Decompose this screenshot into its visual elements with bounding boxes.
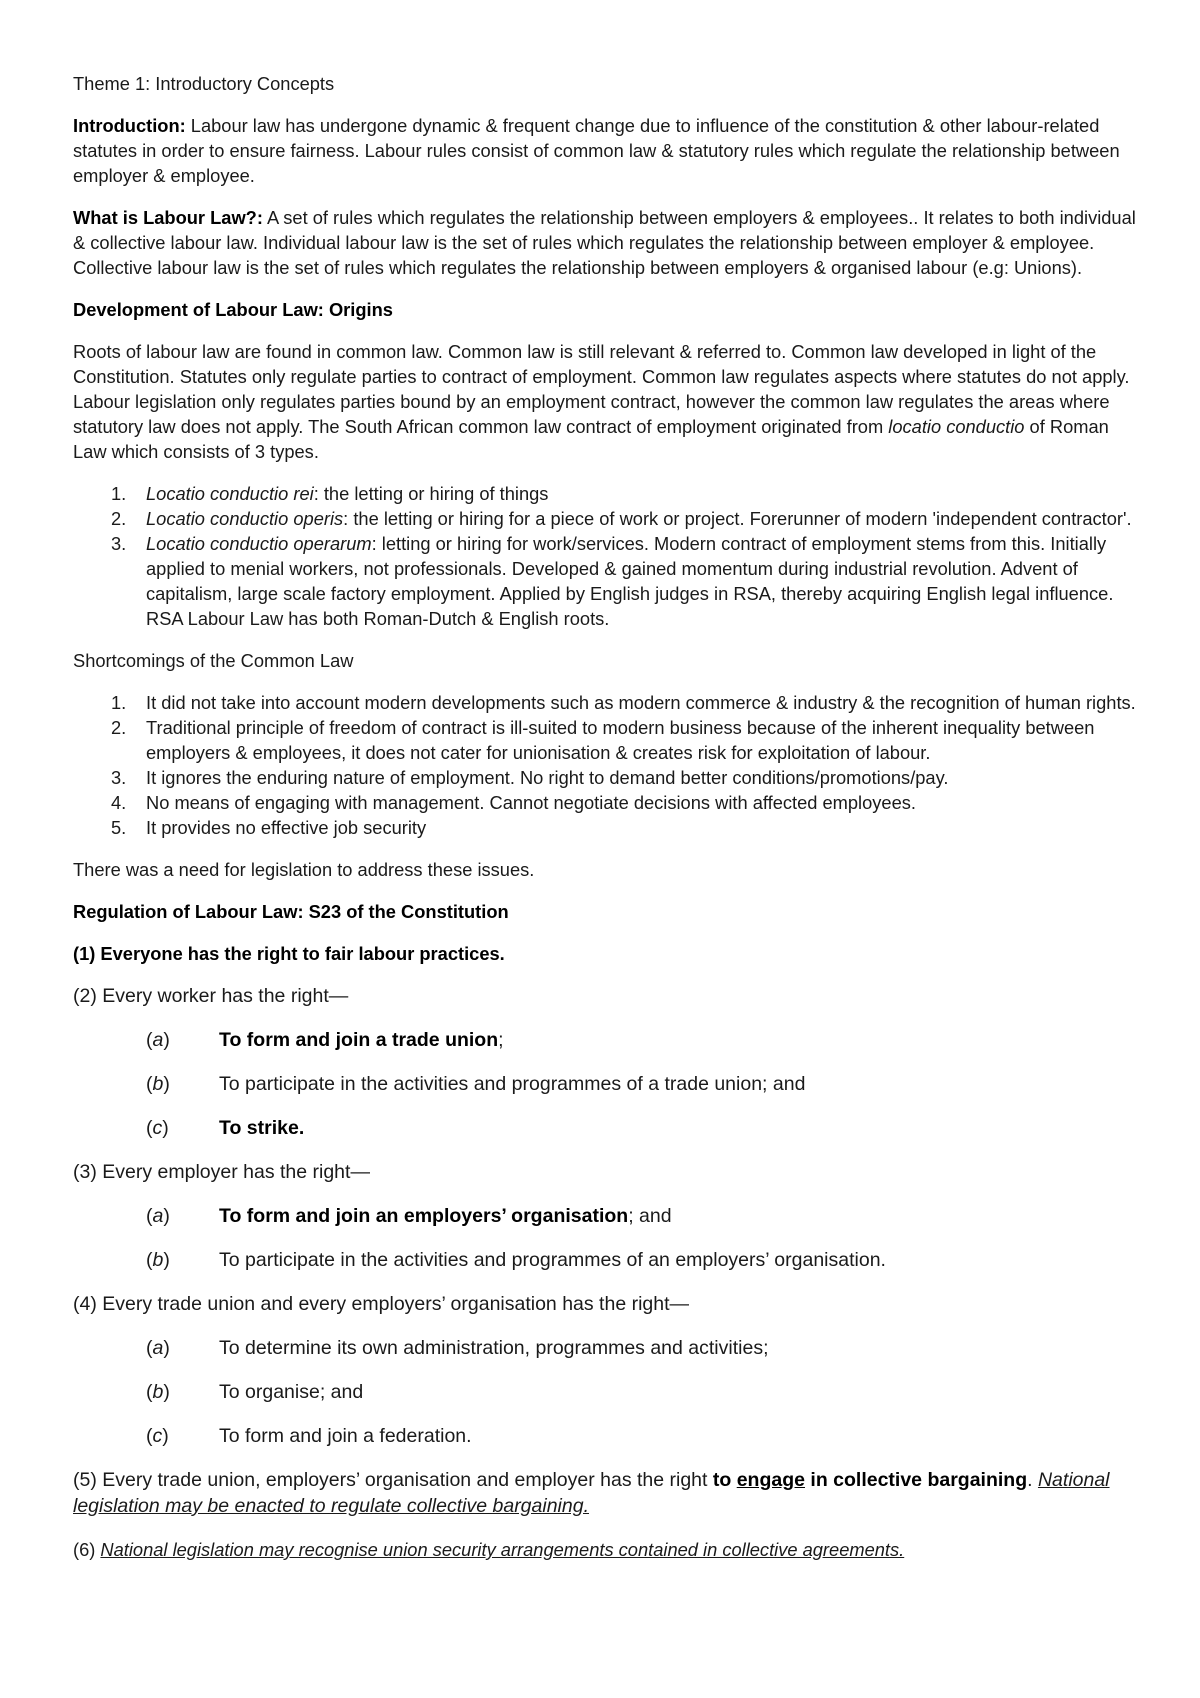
list-item: 3. It ignores the enduring nature of employment. No right to demand better conditions/promotions/pay. — [111, 767, 949, 788]
s23-clause-4c: (c) To form and join a federation. — [146, 1425, 472, 1447]
s23-clause-2c: (c) To strike. — [146, 1117, 305, 1139]
list-item: 1. Locatio conductio rei: the letting or hiring of things — [111, 483, 549, 504]
s23-clause-4-heading: (4) Every trade union and every employers’ organisation has the right— — [73, 1293, 690, 1315]
s23-clause-4a: (a) To determine its own administration, programmes and activities; — [146, 1337, 769, 1359]
s23-clause-2-heading: (2) Every worker has the right— — [73, 985, 349, 1007]
s23-clause-5: (5) Every trade union, employers’ organisation and employer has the right to engage in collective bargaining. National legislation may be enacted to regulate collective bargaining. — [73, 1469, 1110, 1517]
s23-clause-2b: (b) To participate in the activities and programmes of a trade union; and — [146, 1073, 806, 1095]
s23-heading: Regulation of Labour Law: S23 of the Constitution — [73, 901, 509, 922]
s23-clause-3b: (b) To participate in the activities and programmes of an employers’ organisation. — [146, 1249, 886, 1271]
theme-title: Theme 1: Introductory Concepts — [73, 73, 335, 94]
what-is-labour-law-text: A set of rules which regulates the relationship between employers & employees.. It relates to both individual & collective labour law. Individual labour law is the set of rules which regulates the relationship between employer & employee. Collective labour law is the set of rules which regulates the relationship between employers & organised labour (e.g: Unions). — [73, 207, 1136, 278]
shortcomings-conclusion: There was a need for legislation to address these issues. — [73, 859, 535, 880]
what-is-labour-law-heading: What is Labour Law?: — [73, 207, 263, 228]
list-item: 1. It did not take into account modern developments such as modern commerce & industry & the recognition of human rights. — [111, 692, 1136, 713]
s23-clause-1: (1) Everyone has the right to fair labour practices. — [73, 943, 505, 964]
introduction-heading: Introduction: — [73, 115, 186, 136]
s23-clause-3-heading: (3) Every employer has the right— — [73, 1161, 370, 1183]
s23-clause-3a: (a) To form and join an employers’ organisation; and — [146, 1205, 672, 1227]
introduction-paragraph — [73, 113, 1140, 188]
locatio-conductio-term: locatio conductio — [888, 416, 1025, 437]
list-item: 2. Locatio conductio operis: the letting or hiring for a piece of work or project. Forerunner of modern 'independent contractor'. — [111, 508, 1132, 529]
origins-heading: Development of Labour Law: Origins — [73, 299, 393, 320]
s23-clause-2a: (a) To form and join a trade union; — [146, 1029, 504, 1051]
list-item: 5. It provides no effective job security — [111, 817, 427, 838]
s23-clause-6: (6) National legislation may recognise union security arrangements contained in collective agreements. — [73, 1539, 905, 1560]
s23-clause-4b: (b) To organise; and — [146, 1381, 364, 1403]
shortcomings-list — [73, 690, 1140, 840]
list-item: 2. Traditional principle of freedom of contract is ill-suited to modern business because of the inherent inequality between employers & employees, it does not cater for unionisation & creates risk for exploitation of labour. — [111, 717, 1095, 763]
locatio-types-list — [73, 481, 1140, 631]
origins-paragraph: Roots of labour law are found in common law. Common law is still relevant & referred to. Common law developed in light of the Constitution. Statutes only regulate parties to contract of employment. Common law regulates aspects where statutes do not apply. Labour legislation only regulates parties bound by an employment contract, however the common law regulates the areas where statutory law does not apply. The South African common law contract of employment originated from locatio conductio of Roman Law which consists of 3 types. — [73, 341, 1130, 462]
list-item: 3. Locatio conductio operarum: letting or hiring for work/services. Modern contract of employment stems from this. Initially applied to menial workers, not professionals. Developed & gained momentum during industrial revolution. Advent of capitalism, large scale factory employment. Applied by English judges in RSA, thereby acquiring English legal influence. RSA Labour Law has both Roman-Dutch & English roots. — [111, 533, 1114, 629]
what-is-labour-law-paragraph — [73, 205, 1140, 280]
introduction-text: Labour law has undergone dynamic & frequent change due to influence of the constitution & other labour-related statutes in order to ensure fairness. Labour rules consist of common law & statutory rules which regulate the relationship between employer & employee. — [73, 115, 1120, 186]
shortcomings-heading: Shortcomings of the Common Law — [73, 650, 354, 671]
list-item: 4. No means of engaging with management. Cannot negotiate decisions with affected employees. — [111, 792, 916, 813]
